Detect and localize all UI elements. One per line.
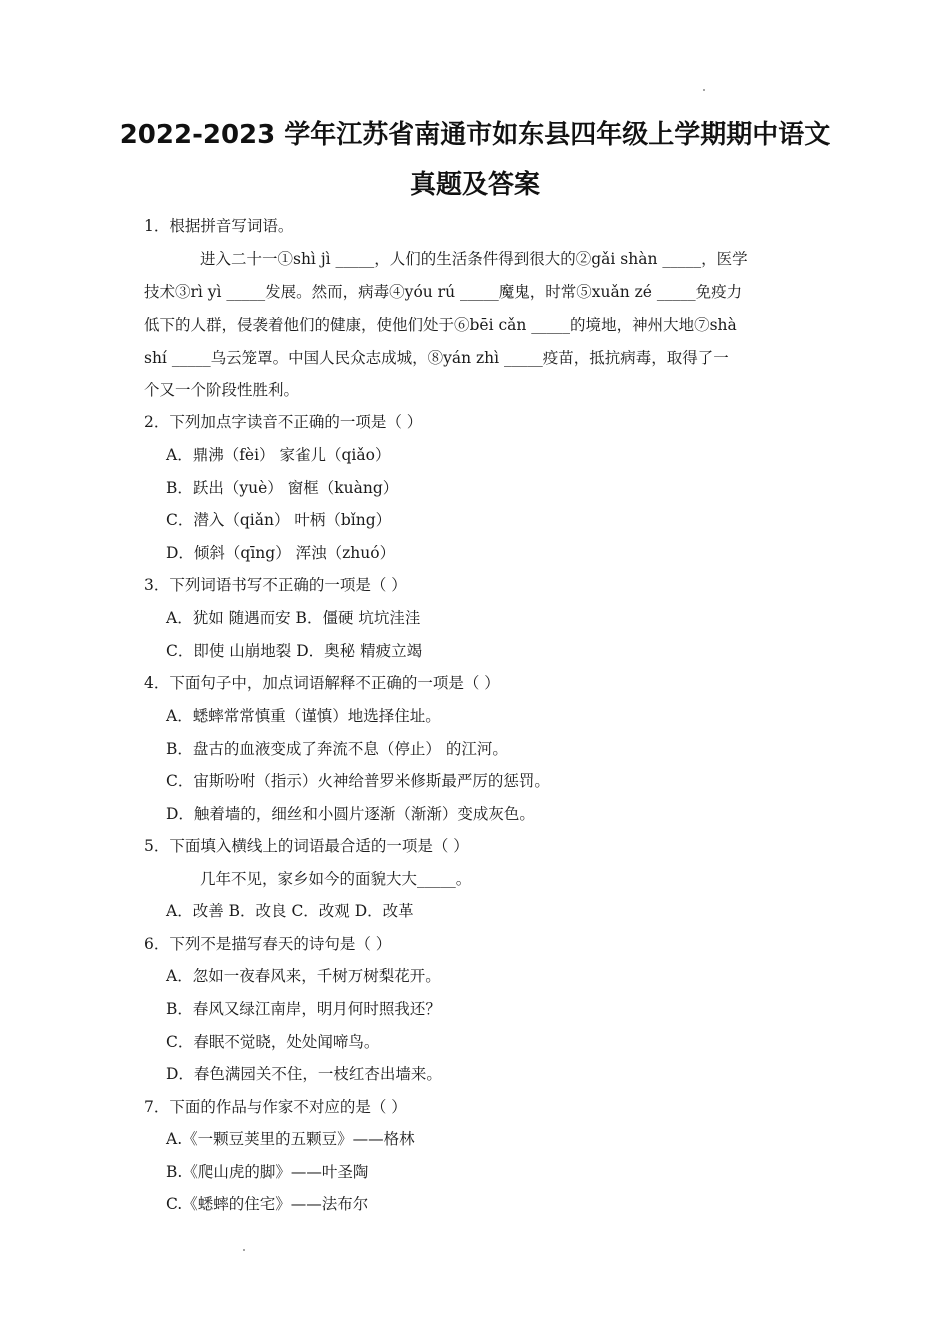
- q7-option-b: B.《爬山虎的脚》——叶圣陶: [166, 1163, 369, 1181]
- q6-option-c: C．春眠不觉晓，处处闻啼鸟。: [166, 1033, 380, 1051]
- q1-para-line3: 低下的人群，侵袭着他们的健康，使他们处于⑥bēi cǎn _____的境地，神州大地⑦shà: [144, 316, 737, 334]
- q4-option-b: B．盘古的血液变成了奔流不息（停止） 的江河。: [166, 740, 508, 758]
- q4-option-a: A．蟋蟀常常慎重（谨慎）地选择住址。: [166, 707, 441, 725]
- q3-stem: 3．下列词语书写不正确的一项是（ ）: [144, 576, 407, 594]
- doc-title-line1: 2022-2023 学年江苏省南通市如东县四年级上学期期中语文: [119, 120, 831, 150]
- q1-para-line4: shí _____乌云笼罩。中国人民众志成城，⑧yán zhì _____疫苗，抵抗病毒，取得了一: [144, 349, 729, 367]
- q5-sentence: 几年不见，家乡如今的面貌大大_____。: [200, 870, 472, 888]
- q2-option-b: B．跃出（yuè） 窗框（kuàng）: [166, 479, 399, 497]
- q3-options-row1: A．犹如 随遇而安 B．僵硬 坑坑洼洼: [166, 609, 421, 627]
- q6-option-b: B．春风又绿江南岸，明月何时照我还？: [166, 1000, 441, 1018]
- scan-dot: [703, 89, 705, 91]
- q7-option-c: C.《蟋蟀的住宅》——法布尔: [166, 1195, 369, 1213]
- q2-option-a: A．鼎沸（fèi） 家雀儿（qiǎo）: [166, 446, 391, 464]
- q5-stem: 5．下面填入横线上的词语最合适的一项是（ ）: [144, 837, 469, 855]
- q1-para-line2: 技术③rì yì _____发展。然而，病毒④yóu rú _____魔鬼，时常⑤xuǎn zé _____免疫力: [144, 283, 743, 301]
- scan-dot: [243, 1249, 245, 1251]
- q1-para-line5: 个又一个阶段性胜利。: [144, 381, 300, 399]
- q2-option-c: C．潜入（qiǎn） 叶柄（bǐng）: [166, 511, 392, 529]
- q1-stem: 1．根据拼音写词语。: [144, 217, 294, 235]
- q7-option-a: A.《一颗豆荚里的五颗豆》——格林: [166, 1130, 415, 1148]
- q4-stem: 4．下面句子中，加点词语解释不正确的一项是（ ）: [144, 674, 500, 692]
- doc-title-line2: 真题及答案: [409, 170, 540, 200]
- q7-stem: 7．下面的作品与作家不对应的是（ ）: [144, 1098, 407, 1116]
- q6-stem: 6．下列不是描写春天的诗句是（ ）: [144, 935, 392, 953]
- q4-option-c: C．宙斯吩咐（指示）火神给普罗米修斯最严厉的惩罚。: [166, 772, 550, 790]
- q6-option-d: D．春色满园关不住，一枝红杏出墙来。: [166, 1065, 442, 1083]
- q2-stem: 2．下列加点字读音不正确的一项是（ ）: [144, 413, 423, 431]
- q5-options: A．改善 B．改良 C．改观 D．改革: [166, 902, 414, 920]
- q6-option-a: A．忽如一夜春风来，千树万树梨花开。: [166, 967, 441, 985]
- q1-para-line1: 进入二十一①shì jì _____，人们的生活条件得到很大的②gǎi shàn _____，医学: [200, 250, 748, 268]
- q3-options-row2: C．即使 山崩地裂 D．奥秘 精疲立竭: [166, 642, 423, 660]
- q2-option-d: D．倾斜（qīng） 浑浊（zhuó）: [166, 544, 396, 562]
- q4-option-d: D．触着墙的，细丝和小圆片逐渐（渐渐）变成灰色。: [166, 805, 535, 823]
